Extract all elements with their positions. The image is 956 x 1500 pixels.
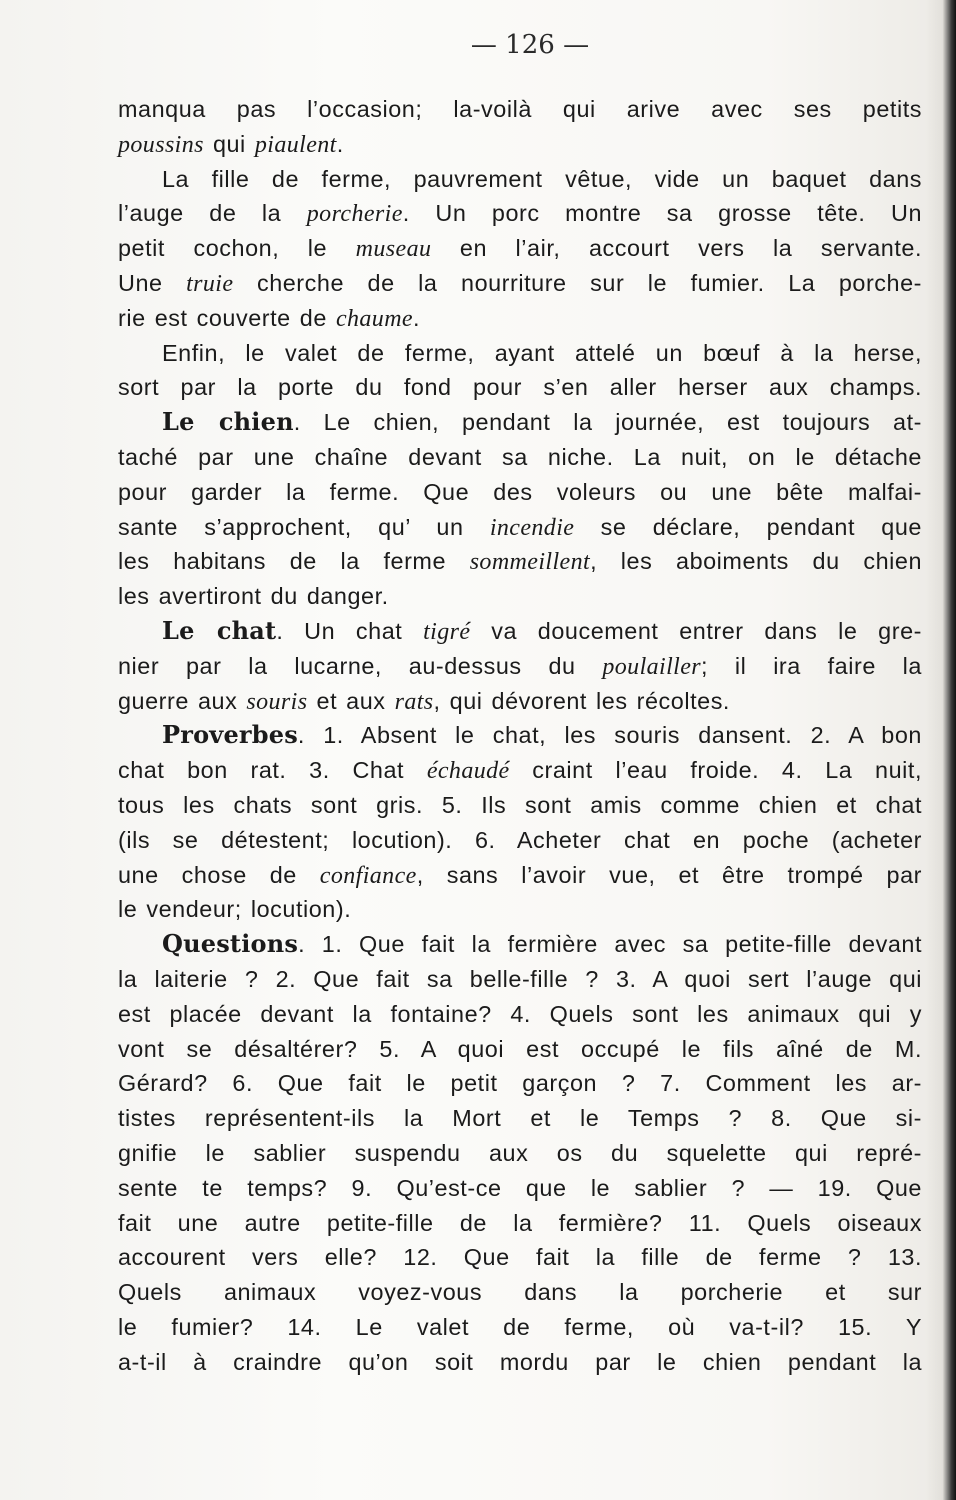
text-line (118, 684, 922, 719)
italic-term: chaume (335, 305, 413, 332)
text-run: craint l’eau froide. 4. La nuit, (509, 757, 922, 784)
text-line (118, 753, 922, 788)
text-run: le fumier? 14. Le valet de ferme, où va-t-il? 15. Y (118, 1313, 922, 1340)
text-run: va doucement entrer dans le gre- (470, 617, 922, 644)
text-run: les avertiront du danger. (118, 583, 389, 610)
text-line (118, 440, 922, 475)
text-run: accourent vers elle? 12. Que fait la fille de ferme ? 13. (118, 1244, 922, 1271)
text-run: Une (118, 269, 187, 296)
text-run: et aux (307, 687, 395, 714)
text-line (118, 962, 922, 997)
text-line (118, 370, 922, 405)
text-run: vont se désaltérer? 5. A quoi est occupé le fils aîné de M. (118, 1035, 922, 1062)
text-line (118, 1206, 922, 1241)
text-line (118, 1066, 922, 1101)
italic-term: poussins (118, 131, 204, 158)
text-run: pour garder la ferme. Que des voleurs ou une bête malfai- (118, 478, 922, 505)
text-line (118, 1275, 922, 1310)
text-run: le vendeur; locution). (118, 896, 352, 923)
text-run: . (336, 130, 344, 157)
text-run: tous les chats sont gris. 5. Ils sont amis comme chien et chat (118, 791, 922, 818)
text-run: qui (203, 130, 255, 157)
text-line (118, 266, 922, 301)
text-run: sort par la porte du fond pour s’en aller herser aux champs. (118, 374, 922, 401)
text-line (118, 1310, 922, 1345)
text-line (118, 892, 922, 927)
text-run: ; il ira faire la (701, 652, 922, 679)
italic-term: incendie (489, 514, 575, 541)
text-line (118, 544, 922, 579)
text-run: en l’air, accourt vers la servante. (431, 235, 922, 262)
text-run: Quels animaux voyez-vous dans la porcherie et sur (118, 1279, 922, 1306)
text-line (118, 336, 922, 371)
text-run: taché par une chaîne devant sa niche. La nuit, on le détache (118, 443, 922, 470)
text-line (118, 788, 922, 823)
italic-term: piaulent (254, 131, 337, 158)
text-run: Enfin, le valet de ferme, ayant attelé un bœuf à la herse, (162, 339, 922, 366)
italic-term: tigré (423, 618, 471, 645)
italic-term: truie (186, 270, 234, 297)
italic-term: museau (355, 236, 432, 263)
section-heading: Proverbes (162, 720, 298, 750)
text-run: la laiterie ? 2. Que fait sa belle-fille ? 3. A quoi sert l’auge qui (118, 965, 922, 992)
text-line (118, 475, 922, 510)
text-run: tistes représentent-ils la Mort et le Temps ? 8. Que si- (118, 1105, 922, 1132)
text-run: . Un porc montre sa grosse tête. Un (402, 200, 922, 227)
text-run: les habitans de la ferme (118, 548, 470, 575)
text-run: . (412, 304, 421, 331)
text-run: manqua pas l’occasion; la-voilà qui arive avec ses petits (118, 96, 922, 122)
text-run: l’auge de la (118, 200, 307, 227)
text-run: . 1. Que fait la fermière avec sa petite-fille devant (298, 931, 922, 958)
text-run: nier par la lucarne, au-dessus du (118, 652, 603, 679)
text-line (118, 196, 922, 231)
text-line (118, 927, 922, 962)
text-line (118, 1101, 922, 1136)
italic-term: souris (246, 688, 308, 715)
italic-term: sommeillent (469, 549, 591, 576)
text-line (118, 510, 922, 545)
italic-term: échaudé (426, 758, 510, 785)
text-line (118, 997, 922, 1032)
text-line (118, 858, 922, 893)
text-line (118, 231, 922, 266)
italic-term: rats (394, 688, 434, 715)
section-heading: Le chat (162, 615, 277, 645)
text-line (118, 92, 922, 127)
text-line (118, 1032, 922, 1067)
text-line (118, 1171, 922, 1206)
text-line (118, 614, 922, 649)
text-run: est placée devant la fontaine? 4. Quels sont les animaux qui y (118, 1000, 922, 1027)
text-run: rie est couverte de (118, 304, 336, 331)
text-run: cherche de la nourriture sur le fumier. La porche- (233, 269, 922, 296)
text-run: fait une autre petite-fille de la fermière? 11. Quels oiseaux (118, 1209, 922, 1236)
text-run: une chose de (118, 861, 320, 888)
text-line (118, 162, 922, 197)
text-run: sante s’approchent, qu’ un (118, 513, 490, 540)
text-line (118, 718, 922, 753)
text-line (118, 823, 922, 858)
text-run: a-t-il à craindre qu’on soit mordu par le chien pendant la (118, 1348, 922, 1375)
body-text (118, 92, 922, 1379)
text-run: gnifie le sablier suspendu aux os du squelette qui repré- (118, 1139, 922, 1166)
italic-term: poulailler (602, 653, 702, 680)
text-run: petit cochon, le (118, 235, 356, 262)
page-number: — 126 — (470, 30, 590, 60)
text-run: , qui dévorent les récoltes. (433, 687, 730, 714)
section-heading: Le chien (162, 407, 294, 437)
text-run: , sans l’avoir vue, et être trompé par (416, 861, 922, 888)
text-run: . Un chat (276, 617, 424, 644)
text-line (118, 405, 922, 440)
section-heading: Questions (162, 929, 299, 959)
text-line (118, 1136, 922, 1171)
text-line (118, 1240, 922, 1275)
text-line (118, 579, 922, 614)
text-line (118, 1345, 922, 1380)
page-edge-shadow (926, 0, 956, 1500)
text-line (118, 649, 922, 684)
text-run: (ils se détestent; locution). 6. Acheter chat en poche (acheter (118, 826, 922, 853)
italic-term: confiance (319, 862, 417, 889)
text-run: . Le chien, pendant la journée, est toujours at- (293, 409, 923, 436)
text-run: , les aboiments du chien (590, 548, 922, 575)
text-run: se déclare, pendant que (574, 513, 922, 540)
text-run: sente te temps? 9. Qu’est-ce que le sablier ? — 19. Que (118, 1174, 922, 1201)
text-run: guerre aux (118, 687, 247, 714)
text-run: La fille de ferme, pauvrement vêtue, vide un baquet dans (162, 165, 922, 192)
text-run: . 1. Absent le chat, les souris dansent. 2. A bon (297, 722, 922, 749)
text-line (118, 301, 922, 336)
text-line (118, 127, 922, 162)
text-run: chat bon rat. 3. Chat (118, 757, 427, 784)
text-run: Gérard? 6. Que fait le petit garçon ? 7. Comment les ar- (118, 1070, 922, 1097)
italic-term: porcherie (306, 201, 403, 228)
